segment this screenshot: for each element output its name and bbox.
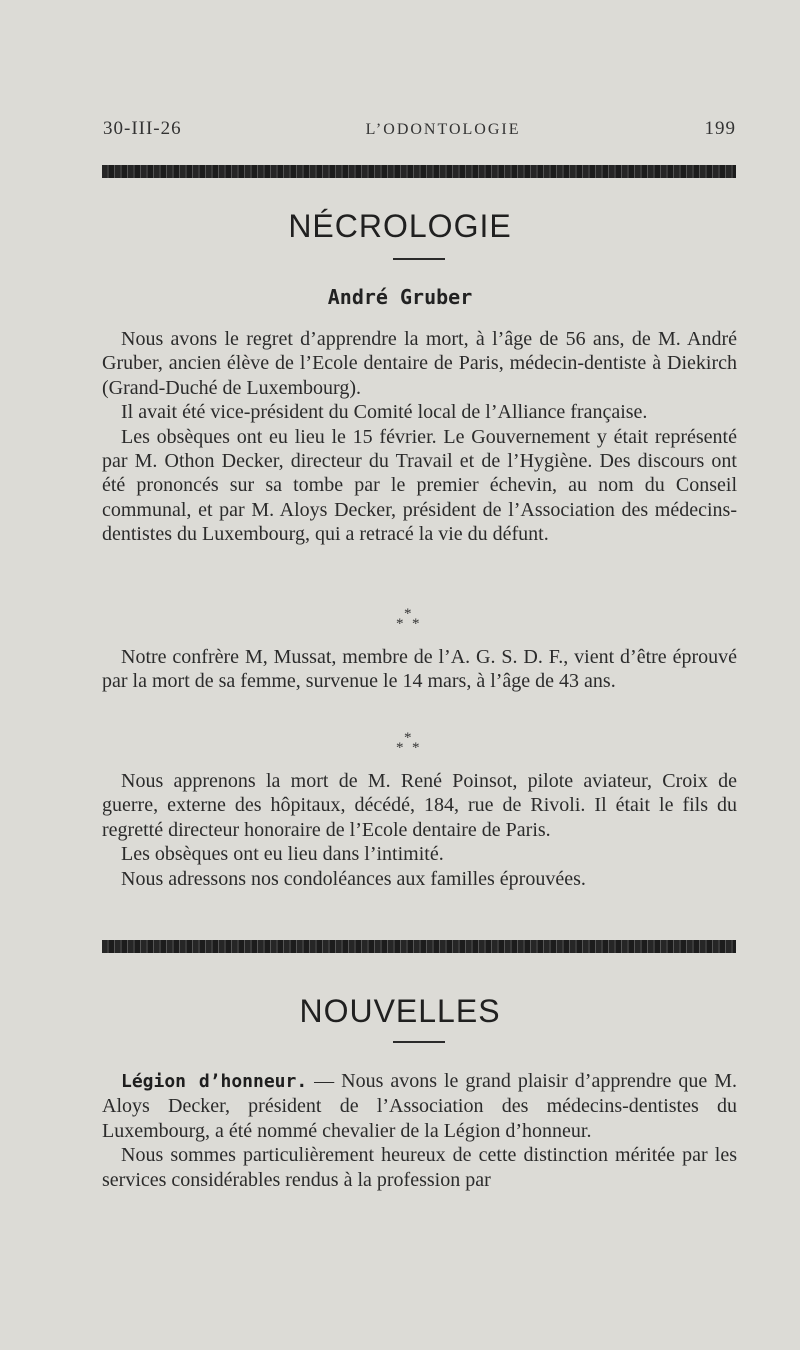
page-number: 199 — [704, 118, 736, 139]
asterism-star: * — [396, 616, 404, 632]
paragraph: Nous avons le regret d’apprendre la mort, à l’âge de 56 ans, de M. André Gruber, ancien élève de l’Ecole dentaire de Paris, médecin-dentiste à Diekirch (Grand-Duché de Luxembourg). — [102, 328, 737, 399]
journal-name: L’ODONTOLOGIE — [365, 121, 521, 138]
asterism-star: * — [404, 730, 412, 746]
paragraph: Nous sommes particulièrement heureux de cette distinction méritée par les services considérables rendus à la profession par — [102, 1144, 737, 1191]
paragraph: Nous adressons nos condoléances aux familles éprouvées. — [121, 867, 586, 890]
obituary-mussat-text — [102, 645, 737, 694]
obituary-gruber-text — [102, 327, 737, 547]
nouvelles-title-rule — [393, 1041, 445, 1043]
asterism-divider — [395, 730, 425, 758]
paragraph — [102, 1069, 737, 1143]
asterism-star: * — [404, 606, 412, 622]
middle-ornamental-rule — [102, 940, 736, 953]
obituary-poinsot-text — [102, 769, 737, 891]
legion-honneur-text: — Nous avons le grand plaisir d’apprendre que M. Aloys Decker, président de l’Association des médecins-dentistes du Luxembourg, a été nommé chevalier de la Légion d’honneur. — [102, 1070, 737, 1142]
issue-date: 30-III-26 — [103, 118, 182, 139]
top-ornamental-rule — [102, 165, 736, 178]
paragraph: Nous apprenons la mort de M. René Poinsot, pilote aviateur, Croix de guerre, externe des hôpitaux, décédé, 184, rue de Rivoli. Il était le fils du regretté directeur honoraire de l’Ecole dentaire de Paris. — [102, 770, 737, 841]
asterism-star: * — [412, 740, 420, 756]
obituary-subheading: André Gruber — [327, 285, 473, 309]
asterism-star: * — [412, 616, 420, 632]
necrologie-title-rule — [393, 258, 445, 260]
running-head — [103, 118, 736, 140]
asterism-star: * — [396, 740, 404, 756]
paragraph: Notre confrère M, Mussat, membre de l’A. G. S. D. F., vient d’être éprouvé par la mort de sa femme, survenue le 14 mars, à l’âge de 43 ans. — [102, 646, 737, 693]
asterism-divider — [395, 606, 425, 634]
nouvelles-title: NOUVELLES — [299, 993, 501, 1029]
necrologie-title: NÉCROLOGIE — [288, 208, 512, 244]
legion-honneur-label: Légion d’honneur. — [121, 1071, 308, 1092]
nouvelles-text — [102, 1069, 737, 1192]
paragraph: Les obsèques ont eu lieu le 15 février. Le Gouvernement y était représenté par M. Othon Decker, directeur du Travail et de l’Hygiène. Des discours ont été prononcés sur sa tombe par le premier échevin, au nom du Conseil communal, et par M. Aloys Decker, président de l’Association des médecins-dentistes du Luxembourg, qui a retracé la vie du défunt. — [102, 425, 737, 546]
paragraph: Les obsèques ont eu lieu dans l’intimité. — [121, 843, 444, 866]
paragraph: Il avait été vice-président du Comité local de l’Alliance française. — [121, 401, 648, 424]
